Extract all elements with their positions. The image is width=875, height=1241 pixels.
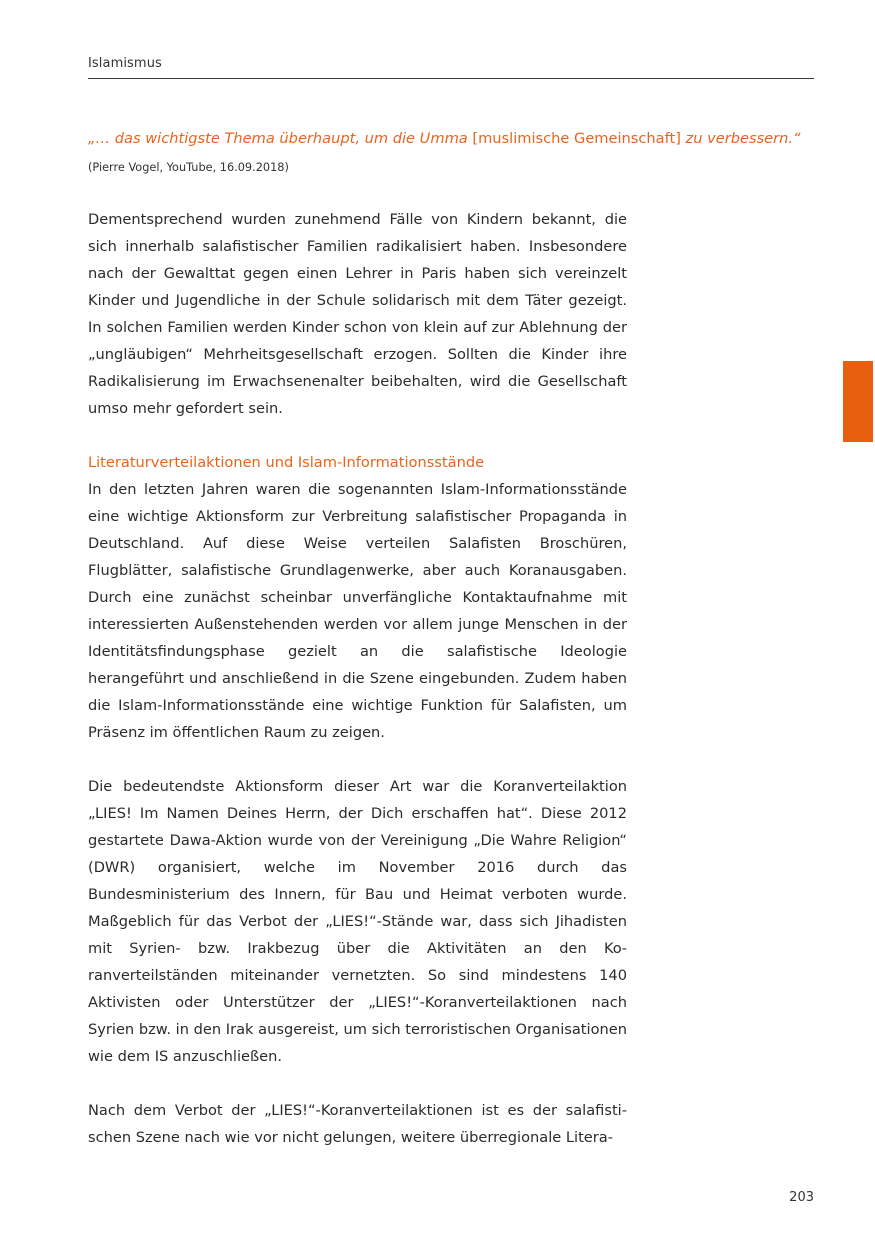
chapter-tab-marker <box>843 361 873 442</box>
paragraph-information-stands: In den letzten Jahren waren die sogenannten Islam-Informationsstände eine wichtige Aktionsform zur Verbreitung salafistischer Propaganda in Deutschland. Auf diese Weise verteilen Salafisten Broschüren, Flugblätter, salafistische Grundlagenwerke, aber auch Koranausgaben. Durch eine zunächst scheinbar unverfängliche Kontaktaufnahme mit interessierten Außenstehenden werden vor allem junge Menschen in der Identitätsfindungsphase gezielt an die salafistische Ideologie herangeführt und anschließend in die Szene eingebunden. Zudem haben die Islam-Informationsstände eine wichtige Funktion für Salafisten, um Präsenz im öffentlichen Raum zu zeigen. <box>88 481 627 741</box>
pull-quote <box>88 129 828 149</box>
running-title: Islamismus <box>88 56 162 71</box>
main-text-column <box>88 206 627 1151</box>
quote-text-start: „… das wichtigste Thema überhaupt, um die Umma <box>88 130 473 147</box>
paragraph-children-radicalization: Dementsprechend wurden zunehmend Fälle von Kindern bekannt, die sich innerhalb salafistischer Familien radikalisiert haben. Insbesondere nach der Gewalttat gegen einen Lehrer in Paris haben sich vereinzelt Kinder und Jugendliche in der Schule solidarisch mit dem Täter gezeigt. In solchen Familien werden Kinder schon von klein auf zur Ablehnung der „ungläubigen“ Mehrheitsgesellschaft erzogen. Sollten die Kinder ihre Radikalisierung im Erwachsenenalter beibehalten, wird die Gesellschaft umso mehr gefordert sein. <box>88 211 627 417</box>
quote-source: (Pierre Vogel, YouTube, 16.09.2018) <box>88 161 289 174</box>
page-number: 203 <box>789 1190 814 1205</box>
section-heading: Literaturverteilaktionen und Islam-Informationsstände <box>88 454 485 471</box>
quote-bracket-insert: [muslimische Gemeinschaft] <box>472 130 681 147</box>
paragraph-lies-campaign: Die bedeutendste Aktionsform dieser Art war die Koranverteilaktion „LIES! Im Namen Deines Herrn, der Dich erschaffen hat“. Diese 2012 gestartete Dawa-Aktion wurde von der Vereinigung „Die Wahre Religion“ (DWR) organisiert, welche im November 2016 durch das Bundesministerium des Innern, für Bau und Heimat verboten wurde. Maßgeblich für das Verbot der „LIES!“-Stände war, dass sich Jihadisten mit Syrien- bzw. Irakbezug über die Aktivitäten an den Koranverteilständen miteinander vernetzten. So sind mindestens 140 Aktivisten oder Unterstützer der „LIES!“-Koranverteilaktionen nach Syrien bzw. in den Irak ausgereist, um sich terroristischen Organisationen wie dem IS anzuschließen. <box>88 778 627 1065</box>
quote-text-end: zu verbessern.“ <box>680 130 801 147</box>
paragraph-after-ban: Nach dem Verbot der „LIES!“-Koranverteilaktionen ist es der salafistischen Szene nach wie vor nicht gelungen, weitere überregionale Litera- <box>88 1102 627 1146</box>
header-rule <box>88 78 814 79</box>
